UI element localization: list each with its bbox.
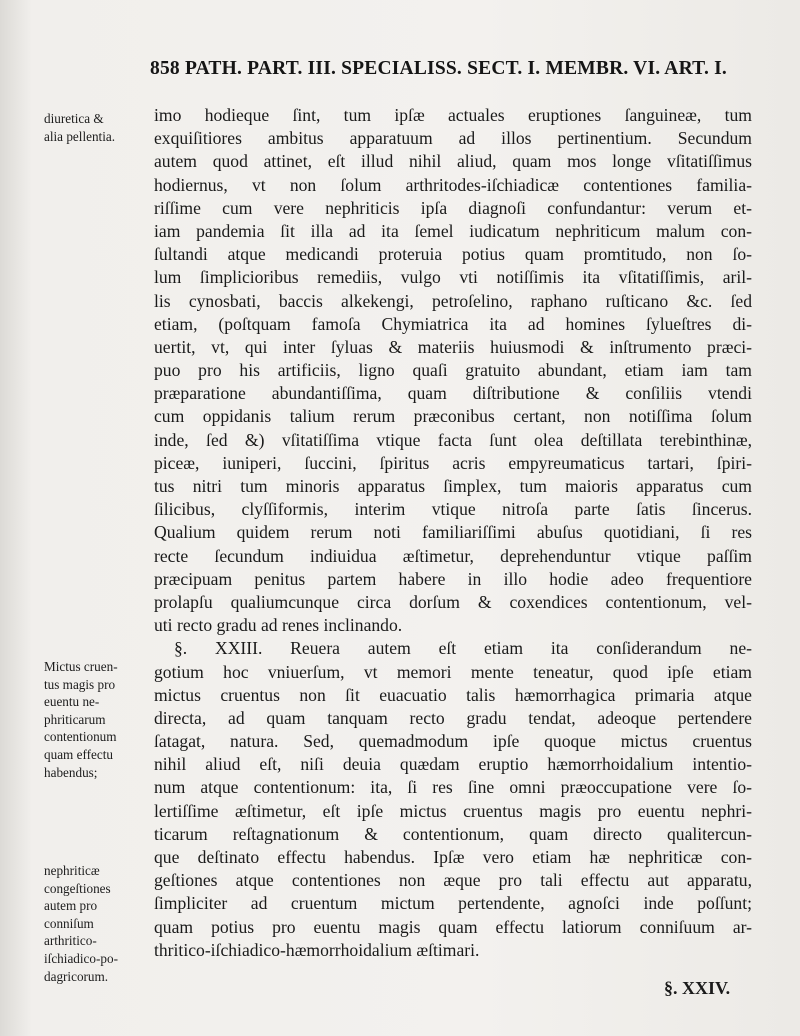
section-heading-line: §. XXIII. Reuera autem eſt etiam ita conſiderandum ne- <box>174 638 752 659</box>
running-header <box>150 58 770 80</box>
text-line: ſultandi atque medicandi proteruia potius quam promtitudo, non ſo- <box>154 244 752 265</box>
text-line: prolapſu qualiumcunque circa dorſum & coxendices contentionum, vel- <box>154 591 752 612</box>
margin-note-nephriticae: nephriticæ congeſtiones autem pro conniſum arthritico- iſchiadico-po- dagricorum. <box>44 863 118 984</box>
paragraph-1 <box>154 104 752 637</box>
text-line: gotium hoc vniuerſum, vt memori mente teneatur, quod ipſe etiam <box>154 661 752 682</box>
text-line: nihil aliud eſt, niſi deuia quædam eruptio hæmorrhoidalium intentio- <box>154 754 752 775</box>
text-line: geſtiones atque contentiones non æque pro tali effectu aut apparatu, <box>154 870 752 891</box>
page-number: 858 <box>150 58 180 79</box>
text-line: riſſime cum vere nephriticis ipſa diagnoſi confundantur: verum et- <box>154 197 752 218</box>
text-line: cum oppidanis talium rerum præconibus certant, non notiſſima ſolum <box>154 406 752 427</box>
paragraph-2-first-line-wrap <box>154 637 752 660</box>
text-line: præcipuam penitus partem habere in illo hodie adeo frequentiore <box>154 568 752 589</box>
text-line: directa, ad quam tanquam recto gradu tendat, adeoque pertendere <box>154 707 752 728</box>
text-line: uertit, vt, qui inter ſyluas & materiis huiusmodi & inſtrumento præci- <box>154 336 752 357</box>
text-line: ſilicibus, clyſſiformis, interim vtique nitroſa parte ſatis ſincerus. <box>154 499 752 520</box>
text-line: uti recto gradu ad renes inclinando. <box>154 615 403 636</box>
margin-note-mictus: Mictus cruen- tus magis pro euentu ne- phriticarum contentionum quam effectu habendus; <box>44 659 118 780</box>
text-line: piceæ, iuniperi, ſuccini, ſpiritus acris empyreumaticus tartari, ſpiri- <box>154 452 752 473</box>
text-line: ſimpliciter ad cruentum mictum pertendente, agnoſci inde poſſunt; <box>154 893 752 914</box>
text-line: que deſtinato effectu habendus. Ipſæ vero etiam hæ nephriticæ con- <box>154 847 752 867</box>
text-line: inde, ſed &) vſitatiſſima vtique facta ſunt olea deſtillata terebinthinæ, <box>154 429 752 450</box>
text-line: recte ſecundum indiuidua æſtimetur, deprehenduntur vtique paſſim <box>154 545 752 566</box>
main-text <box>154 104 752 962</box>
catchword: §. XXIV. <box>664 978 731 998</box>
text-line: ſatagat, natura. Sed, quemadmodum ipſe quoque mictus cruentus <box>154 731 752 752</box>
text-line: lum ſimplicioribus remediis, vulgo vti notiſſimis ita vſitatiſſimis, aril- <box>154 267 752 288</box>
text-line: præparatione abundantiſſima, quam diſtributione & conſiliis vtendi <box>154 383 752 404</box>
text-line: num atque contentionum: ita, ſi res ſine omni præoccupatione vere ſo- <box>154 777 752 798</box>
text-line: etiam, (poſtquam famoſa Chymiatrica ita ad homines ſylueſtres di- <box>154 313 752 334</box>
text-line: thritico-iſchiadico-hæmorrhoidalium æſtimari. <box>154 939 480 960</box>
text-line: quam potius pro euentu magis quam effectu latiorum conniſuum ar- <box>154 916 752 937</box>
margin-note-diuretica: diuretica & alia pellentia. <box>44 111 116 144</box>
text-line: iam pandemia ſit illa ad ita ſemel iudicatum nephriticum malum con- <box>154 220 752 241</box>
running-title: PATH. PART. III. SPECIALISS. SECT. I. MEMBR. VI. ART. I. <box>184 58 727 79</box>
text-line: lertiſſime æſtimetur, eſt ipſe mictus cruentus magis pro euentu nephri- <box>154 800 752 821</box>
text-line: autem quod attinet, eſt illud nihil aliud, quam mos longe vſitatiſſimus <box>154 151 752 172</box>
paragraph-2 <box>154 661 752 962</box>
text-line: mictus cruentus non ſit euacuatio talis hæmorrhagica primaria atque <box>154 684 752 705</box>
text-line: lis cynosbati, baccis alkekengi, petroſelino, raphano ruſticano &c. ſed <box>154 290 752 311</box>
text-line: Qualium quidem rerum noti familiariſſimi abuſus quotidiani, ſi res <box>154 522 752 543</box>
text-line: puo pro his artificiis, ligno quaſi gratuito abundant, etiam iam tam <box>154 360 752 381</box>
text-line: ticarum reſtagnationum & contentionum, quam directo qualitercun- <box>154 823 752 844</box>
text-line: exquiſitiores ambitus apparatuum ad illos pertinentium. Secundum <box>154 128 752 149</box>
text-line: imo hodieque ſint, tum ipſæ actuales eruptiones ſanguineæ, tum <box>154 105 752 125</box>
text-line: hodiernus, vt non ſolum arthritodes-iſchiadicæ contentiones familia- <box>154 174 752 195</box>
text-line: tus nitri tum minoris apparatus ſimplex, tum maioris apparatus cum <box>154 476 752 496</box>
